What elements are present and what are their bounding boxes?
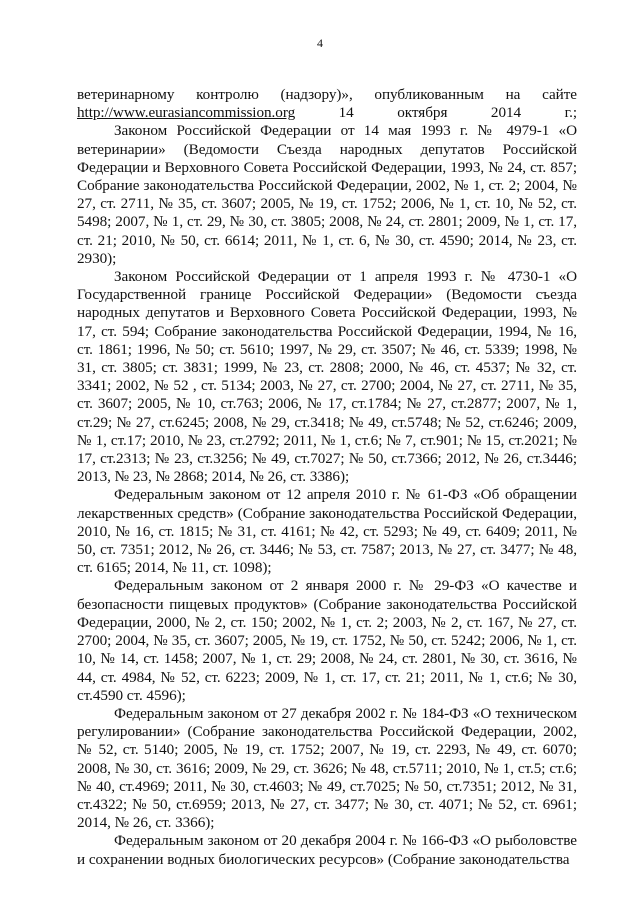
law-reference-food-safety: Федеральным законом от 2 января 2000 г. № 29-ФЗ «О качестве и безопасности пищевых продуктов» (Собрание законодательства Российской Федерации, 2000, № 2, ст. 150; 2002, № 1, ст. 2; 2003, № 2, ст. 167, № 27, ст. 2700; 2004, № 35, ст. 3607; 2005, № 19, ст. 1752, № 50, ст. 5242; 2006, № 1, ст. 10, № 14, ст. 1458; 2007, № 1, ст. 29; 2008, № 24, ст. 2801, № 30, ст. 3616, № 44, ст. 4984, № 52, ст. 6223; 2009, № 1, ст. 17, ст. 21; 2011, № 1, ст.6; № 30, ст.4590 ст. 4596);	[77, 577, 577, 704]
paragraph-text: 14 октября 2014 г.;	[295, 104, 577, 122]
paragraph-text: ветеринарному контролю (надзору)», опубликованным на сайте	[77, 86, 577, 103]
commission-website-link[interactable]: http://www.eurasiancommission.org	[77, 104, 296, 122]
law-reference-state-border: Законом Российской Федерации от 1 апреля 1993 г. № 4730-1 «О Государственной границе Российской Федерации» (Ведомости съезда народных депутатов и Верховного Совета Российской Федерации, 1993, № 17, ст. 594; Собрание законодательства Российской Федерации, 1994, № 16, ст. 1861; 1996, № 50; ст. 5610; 1997, № 29, ст. 3507; № 46, ст. 5339; 1998, № 31, ст. 3805; ст. 3831; 1999, № 23, ст. 2808; 2000, № 46, ст. 4537; № 32, ст. 3341; 2002, № 52 , ст. 5134; 2003, № 27, ст. 2700; 2004, № 27, ст. 2711, № 35, ст. 3607; 2005, № 10, ст.763; 2006, № 17, ст.1784; № 27, ст.2877; 2007, № 1, ст.29; № 27, ст.6245; 2008, № 29, ст.3418; № 49, ст.5748; № 52, ст.6246; 2009, № 1, ст.17; 2010, № 23, ст.2792; 2011, № 1, ст.6; № 7, ст.901; № 15, ст.2021; № 17, ст.2313; № 23, ст.3256; № 49, ст.7027; № 50, ст.7366; 2012, № 26, ст.3446; 2013, № 23, № 2868; 2014, № 26, ст. 3386);	[77, 268, 577, 486]
law-reference-medicines: Федеральным законом от 12 апреля 2010 г. № 61-ФЗ «Об обращении лекарственных средств» (Собрание законодательства Российской Федерации, 2010, № 16, ст. 1815; № 31, ст. 4161; № 42, ст. 5293; № 49, ст. 6409; 2011, № 50, ст. 7351; 2012, № 26, ст. 3446; № 53, ст. 7587; 2013, № 27, ст. 3477; № 48, ст. 6165; 2014, № 11, ст. 1098);	[77, 486, 577, 577]
paragraph-continuation	[77, 86, 577, 122]
page-number: 4	[317, 36, 323, 50]
law-reference-technical-regulation: Федеральным законом от 27 декабря 2002 г. № 184-ФЗ «О техническом регулировании» (Собрание законодательства Российской Федерации, 2002, № 52, ст. 5140; 2005, № 19, ст. 1752; 2007, № 19, ст. 2293, № 49, ст. 6070; 2008, № 30, ст. 3616; 2009, № 29, ст. 3626; № 48, ст.5711; 2010, № 1, ст.5; ст.6; № 40, ст.4969; 2011, № 30, ст.4603; № 49, ст.7025; № 50, ст.7351; 2012, № 31, ст.4322; № 50, ст.6959; 2013, № 27, ст. 3477; № 30, ст. 4071; № 52, ст. 6961; 2014, № 26, ст. 3366);	[77, 704, 577, 832]
document-body	[77, 86, 577, 869]
law-reference-veterinary: Законом Российской Федерации от 14 мая 1993 г. № 4979-1 «О ветеринарии» (Ведомости Съезда народных депутатов Российской Федерации и Верховного Совета Российской Федерации, 1993, № 24, ст. 857; Собрание законодательства Российской Федерации, 2002, № 1, ст. 2; 2004, № 27, ст. 2711, № 35, ст. 3607; 2005, № 19, ст. 1752; 2006, № 1, ст. 10, № 52, ст. 5498; 2007, № 1, ст. 29, № 30, ст. 3805; 2008, № 24, ст. 2801; 2009, № 1, ст. 17, ст. 21; 2010, № 50, ст. 6614; 2011, № 1, ст. 6, № 30, ст. 4590; 2014, № 23, ст. 2930);	[77, 122, 577, 267]
law-reference-fisheries: Федеральным законом от 20 декабря 2004 г. № 166-ФЗ «О рыболовстве и сохранении водных биологических ресурсов» (Собрание законодательства	[77, 832, 577, 868]
